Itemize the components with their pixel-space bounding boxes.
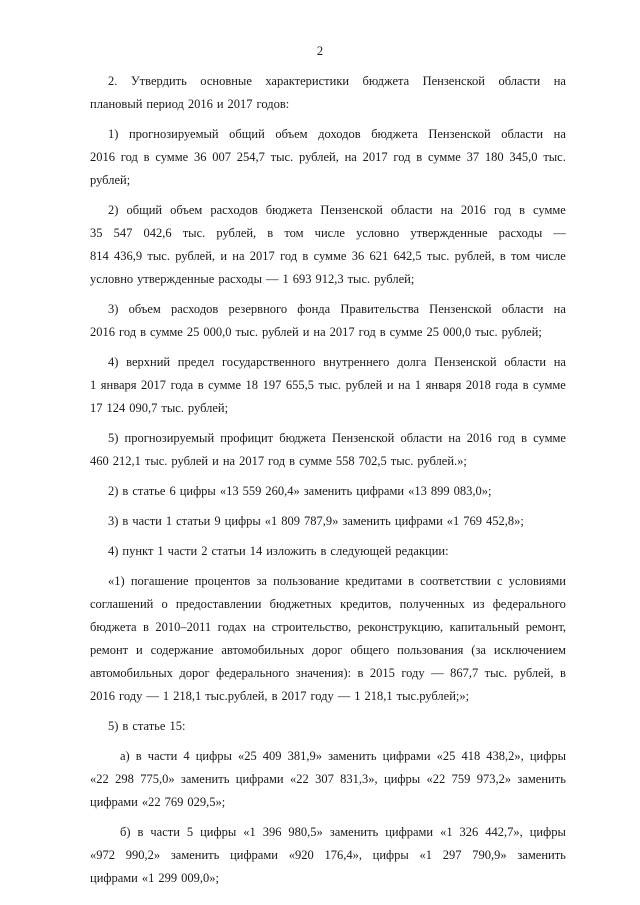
paragraph bbox=[90, 199, 566, 291]
text-line: условно утвержденные расходы — 1 693 912,3 тыс. рублей; bbox=[90, 272, 415, 286]
text-line: ремонт и содержание автомобильных дорог общего пользования (за исключением bbox=[90, 643, 566, 657]
text-line: автомобильных дорог федерального значения): в 2015 году — 867,7 тыс. рублей, в bbox=[90, 666, 566, 680]
text-line: 5) в статье 15: bbox=[108, 719, 186, 733]
page-number: 2 bbox=[316, 44, 324, 58]
text-line: рублей; bbox=[90, 173, 131, 187]
text-line: цифрами «1 299 009,0»; bbox=[90, 871, 219, 885]
paragraph bbox=[90, 745, 566, 814]
text-line: 3) объем расходов резервного фонда Правительства Пензенской области на bbox=[108, 302, 566, 316]
paragraph bbox=[90, 570, 566, 708]
text-line: а) в части 4 цифры «25 409 381,9» заменить цифрами «25 418 438,2», цифры bbox=[120, 749, 566, 763]
text-line: «972 990,2» заменить цифрами «920 176,4», цифры «1 297 790,9» заменить bbox=[90, 848, 566, 862]
paragraph bbox=[90, 123, 566, 192]
paragraph bbox=[90, 715, 566, 738]
text-line: 17 124 090,7 тыс. рублей; bbox=[90, 401, 229, 415]
text-line: 4) пункт 1 части 2 статьи 14 изложить в следующей редакции: bbox=[108, 544, 449, 558]
text-line: 4) верхний предел государственного внутреннего долга Пензенской области на bbox=[108, 355, 566, 369]
text-line: «1) погашение процентов за пользование кредитами в соответствии с условиями bbox=[108, 574, 566, 588]
text-line: 2016 год в сумме 25 000,0 тыс. рублей и на 2017 год в сумме 25 000,0 тыс. рублей; bbox=[90, 325, 542, 339]
text-line: 2) в статье 6 цифры «13 559 260,4» заменить цифрами «13 899 083,0»; bbox=[108, 484, 492, 498]
paragraph bbox=[90, 298, 566, 344]
document-body bbox=[90, 70, 566, 897]
paragraph bbox=[90, 510, 566, 533]
text-line: 3) в части 1 статьи 9 цифры «1 809 787,9» заменить цифрами «1 769 452,8»; bbox=[108, 514, 524, 528]
text-line: бюджета в 2010–2011 годах на строительство, реконструкцию, капитальный ремонт, bbox=[90, 620, 566, 634]
text-line: «22 298 775,0» заменить цифрами «22 307 831,3», цифры «22 759 973,2» заменить bbox=[90, 772, 566, 786]
text-line: 814 436,9 тыс. рублей, и на 2017 год в сумме 36 621 642,5 тыс. рублей, в том числе bbox=[90, 249, 566, 263]
text-line: 2016 год в сумме 36 007 254,7 тыс. рублей, на 2017 год в сумме 37 180 345,0 тыс. bbox=[90, 150, 566, 164]
text-line: 5) прогнозируемый профицит бюджета Пензенской области на 2016 год в сумме bbox=[108, 431, 566, 445]
paragraph bbox=[90, 70, 566, 116]
text-line: 2) общий объем расходов бюджета Пензенской области на 2016 год в сумме bbox=[108, 203, 566, 217]
text-line: плановый период 2016 и 2017 годов: bbox=[90, 97, 290, 111]
paragraph bbox=[90, 351, 566, 420]
text-line: соглашений о предоставлении бюджетных кредитов, полученных из федерального bbox=[90, 597, 566, 611]
text-line: 2. Утвердить основные характеристики бюджета Пензенской области на bbox=[108, 74, 566, 88]
text-line: 1) прогнозируемый общий объем доходов бюджета Пензенской области на bbox=[108, 127, 566, 141]
paragraph bbox=[90, 821, 566, 890]
text-line: 35 547 042,6 тыс. рублей, в том числе условно утвержденные расходы — bbox=[90, 226, 566, 240]
paragraph bbox=[90, 480, 566, 503]
paragraph bbox=[90, 427, 566, 473]
text-line: 1 января 2017 года в сумме 18 197 655,5 тыс. рублей и на 1 января 2018 года в сумме bbox=[90, 378, 566, 392]
paragraph bbox=[90, 540, 566, 563]
text-line: 460 212,1 тыс. рублей и на 2017 год в сумме 558 702,5 тыс. рублей.»; bbox=[90, 454, 467, 468]
text-line: 2016 году — 1 218,1 тыс.рублей, в 2017 году — 1 218,1 тыс.рублей;»; bbox=[90, 689, 470, 703]
text-line: б) в части 5 цифры «1 396 980,5» заменить цифрами «1 326 442,7», цифры bbox=[120, 825, 566, 839]
text-line: цифрами «22 769 029,5»; bbox=[90, 795, 226, 809]
